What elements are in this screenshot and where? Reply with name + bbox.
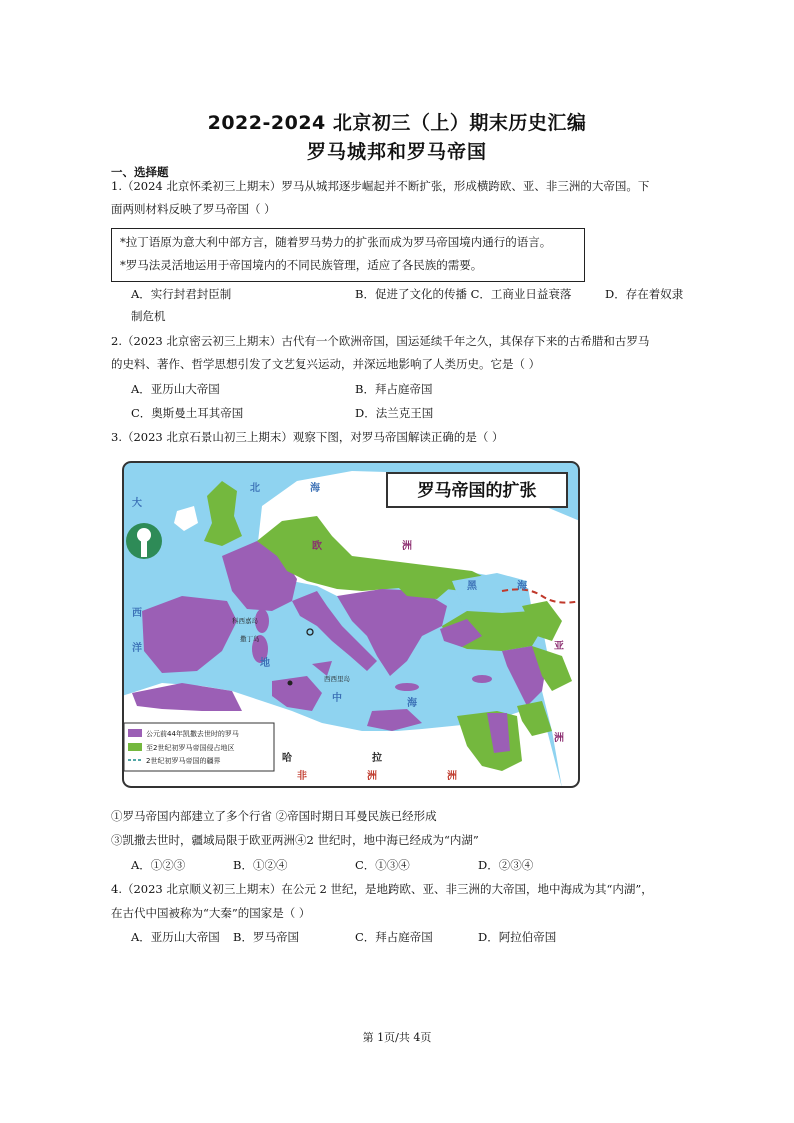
- section-heading: 一、选择题: [111, 165, 169, 179]
- q1-option-bc: B．促进了文化的传播 C．工商业日益衰落: [355, 287, 572, 301]
- map-label-zhou3: 洲: [447, 771, 457, 782]
- legend-label-3: 2世纪初罗马帝国的疆界: [146, 757, 221, 765]
- map-label-xi: 西: [132, 608, 142, 619]
- q3-option-a: A．①②③: [131, 858, 186, 872]
- map-label-hei: 黑: [467, 581, 477, 592]
- map-logo-icon: [126, 523, 162, 559]
- q1-material-line2: *罗马法灵活地运用于帝国境内的不同民族管理，适应了各民族的需要。: [120, 258, 483, 272]
- map-label-hai2: 海: [517, 581, 527, 592]
- q2-stem-line2: 的史料、著作、哲学思想引发了文艺复兴运动，并深远地影响了人类历史。它是（ ）: [111, 357, 541, 371]
- q1-material-line1: *拉丁语原为意大利中部方言，随着罗马势力的扩张而成为罗马帝国境内通行的语言。: [120, 235, 552, 249]
- map-label-ya: 亚: [554, 641, 564, 652]
- legend-swatch-green: [128, 743, 142, 751]
- document-title: 2022-2024 北京初三（上）期末历史汇编: [207, 112, 587, 134]
- q3-option-b: B．①②④: [233, 858, 288, 872]
- q1-option-d-wrap: 制危机: [131, 309, 166, 323]
- q3-option-c: C．①③④: [355, 858, 410, 872]
- q1-material-box: [111, 228, 585, 282]
- map-label-ou: 欧: [312, 541, 322, 552]
- map-label-sardinia: 撒丁岛: [240, 635, 260, 643]
- q4-stem-line2: 在古代中国被称为“大秦”的国家是（ ）: [111, 906, 311, 920]
- map-label-la: 拉: [372, 753, 382, 764]
- q4-option-d: D．阿拉伯帝国: [478, 930, 557, 944]
- map-label-di: 地: [260, 658, 270, 669]
- map-label-bei: 北: [250, 483, 260, 494]
- map-label-ha: 哈: [282, 753, 292, 764]
- legend-label-2: 至2世纪初罗马帝国侵占地区: [146, 744, 235, 752]
- map-label-fei: 非: [297, 771, 307, 782]
- map-label-zhou1: 洲: [402, 541, 412, 552]
- map-label-hai3: 海: [407, 698, 417, 709]
- map-legend: [124, 723, 274, 771]
- map-label-corsica: 科西嘉岛: [232, 617, 258, 625]
- q4-option-b: B．罗马帝国: [233, 930, 299, 944]
- q2-stem-line1: 2.（2023 北京密云初三上期末）古代有一个欧洲帝国，国运延续千年之久，其保存下来的古希腊和古罗马: [111, 334, 650, 348]
- q3-stem-line1: 3.（2023 北京石景山初三上期末）观察下图，对罗马帝国解读正确的是（ ）: [111, 430, 504, 444]
- q3-statements-line1: ①罗马帝国内部建立了多个行省 ②帝国时期日耳曼民族已经形成: [111, 809, 437, 823]
- q2-option-d: D．法兰克王国: [355, 406, 434, 420]
- map-label-yang: 洋: [132, 643, 142, 654]
- legend-swatch-purple: [128, 729, 142, 737]
- q1-stem-line2: 面两则材料反映了罗马帝国（ ）: [111, 202, 276, 216]
- map-label-zhou4: 洲: [367, 771, 377, 782]
- q2-option-b: B．拜占庭帝国: [355, 382, 433, 396]
- q3-option-d: D．②③④: [478, 858, 534, 872]
- q1-option-d: D．存在着奴隶: [605, 287, 684, 301]
- map-island-cyprus: [472, 675, 492, 683]
- q4-option-c: C．拜占庭帝国: [355, 930, 433, 944]
- map-carthage-marker: [288, 681, 293, 686]
- map-label-da: 大: [132, 498, 142, 509]
- map-island-crete: [395, 683, 419, 691]
- map-label-sicily: 西西里岛: [324, 675, 350, 683]
- q4-stem-line1: 4.（2023 北京顺义初三上期末）在公元 2 世纪，是地跨欧、亚、非三洲的大帝国，地中海成为其“内湖”，: [111, 882, 653, 896]
- map-label-zhou2: 洲: [554, 733, 564, 744]
- map-label-hai1: 海: [310, 483, 320, 494]
- q4-option-a: A．亚历山大帝国: [131, 930, 220, 944]
- map-title: 罗马帝国的扩张: [417, 481, 537, 501]
- page-footer: 第 1页/共 4页: [362, 1031, 432, 1044]
- q1-option-a: A．实行封君封臣制: [131, 287, 232, 301]
- q2-option-c: C．奥斯曼土耳其帝国: [131, 406, 244, 420]
- legend-label-1: 公元前44年凯撒去世时的罗马: [146, 730, 239, 738]
- q2-option-a: A．亚历山大帝国: [131, 382, 220, 396]
- roman-empire-map: [122, 461, 580, 788]
- q3-statements-line2: ③凯撒去世时，疆域局限于欧亚两洲④2 世纪时，地中海已经成为“内湖”: [111, 833, 479, 847]
- map-label-zhong: 中: [332, 693, 342, 704]
- document-subtitle: 罗马城邦和罗马帝国: [306, 141, 487, 163]
- q1-stem-line1: 1.（2024 北京怀柔初三上期末）罗马从城邦逐步崛起并不断扩张，形成横跨欧、亚、非三洲的大帝国。下: [111, 179, 650, 193]
